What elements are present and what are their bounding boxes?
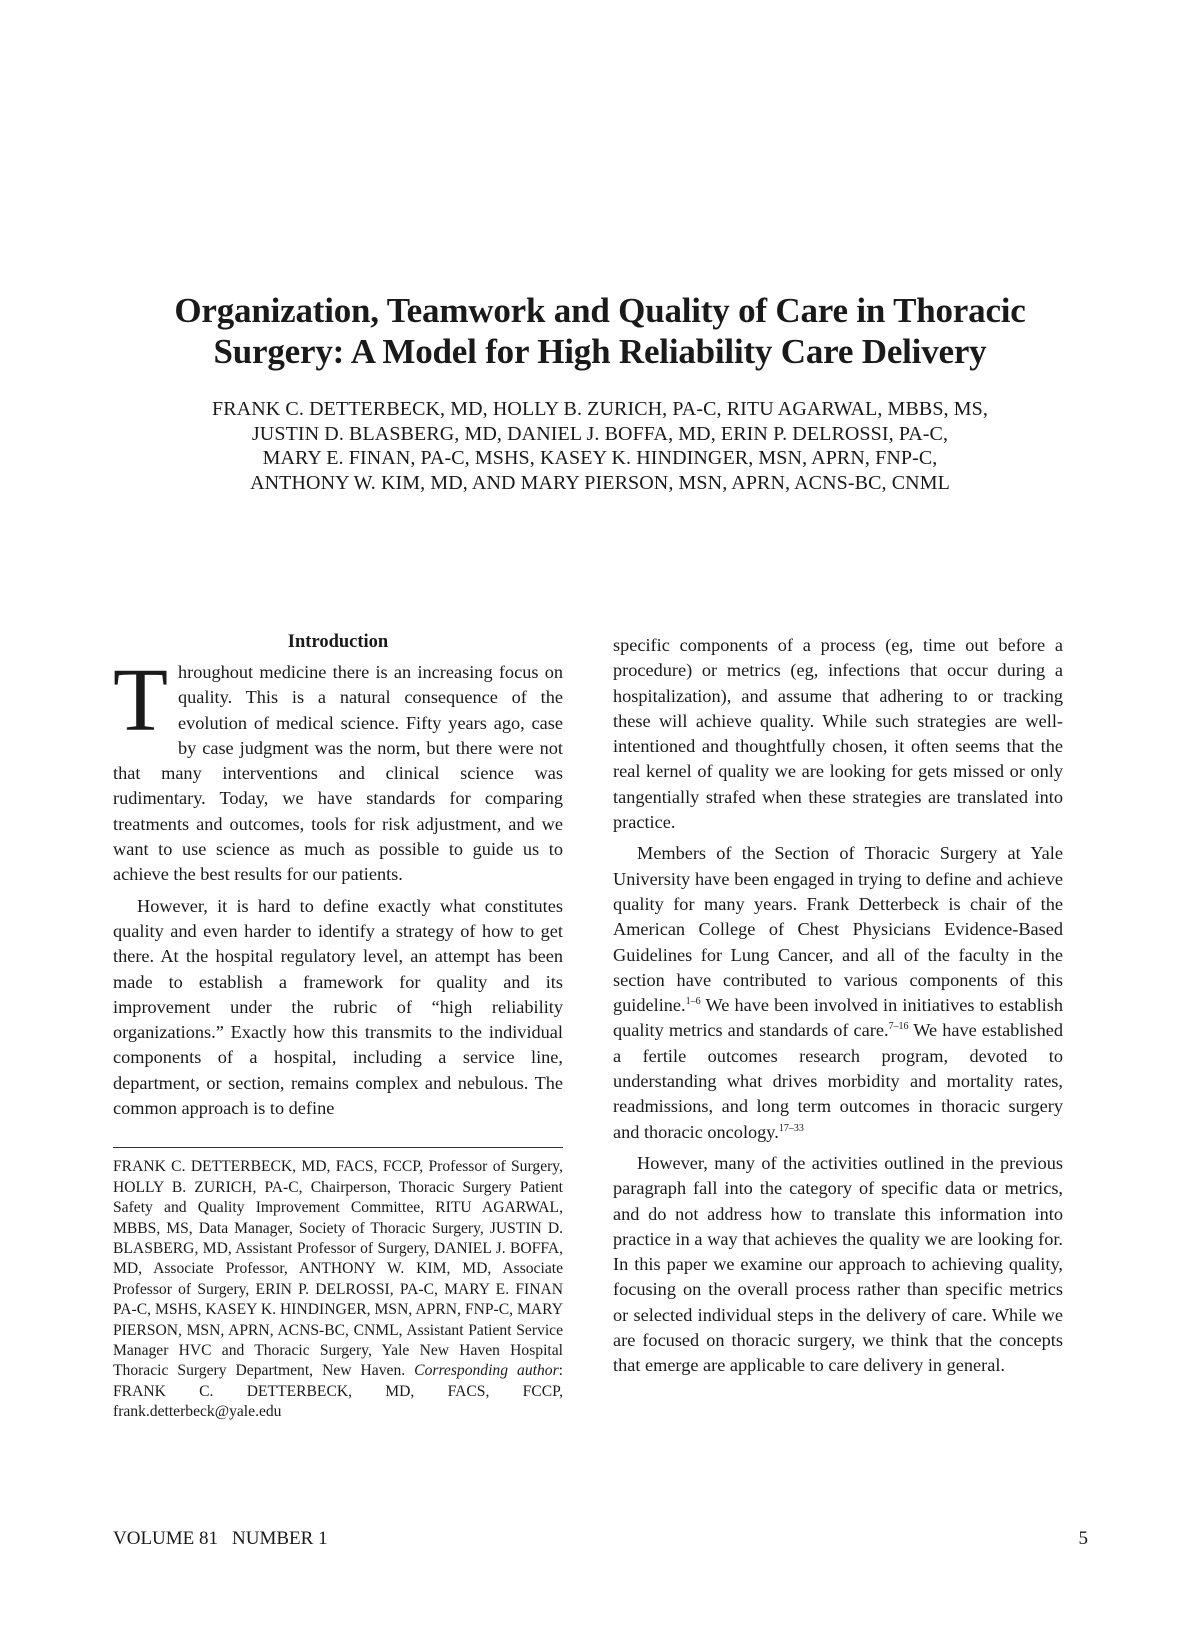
intro-paragraph-2: However, it is hard to define exactly what constitutes quality and even harder to identify a strategy of how to get there. At the hospital regulatory level, an attempt has been made to establish a framework for quality and its improvement under the rubric of “high reliability organizations.” Exactly how this transmits to the individual components of a hospital, including a service line, department, or section, remains complex and nebulous. The common approach is to define (113, 895, 563, 1119)
author-line-1: FRANK C. DETTERBECK, MD, HOLLY B. ZURICH, PA-C, RITU AGARWAL, MBBS, MS, (212, 398, 988, 420)
intro-paragraph-1 (113, 651, 563, 888)
footer-number: NUMBER 1 (232, 1528, 328, 1549)
footnote-text: FRANK C. DETTERBECK, MD, FACS, FCCP, Professor of Surgery, HOLLY B. ZURICH, PA-C, Chairperson, Thoracic Surgery Patient Safety and Quality Improvement Committee, RITU AGARWAL, MBBS, MS, Data Manager, Society of Thoracic Surgery, JUSTIN D. BLASBERG, MD, Assistant Professor of Surgery, DANIEL J. BOFFA, MD, Associate Professor, ANTHONY W. KIM, MD, Associate Professor of Surgery, ERIN P. DELROSSI, PA-C, MARY E. FINAN PA-C, MSHS, KASEY K. HINDINGER, MSN, APRN, FNP-C, MARY PIERSON, MSN, APRN, ACNS-BC, CNML, Assistant Patient Service Manager HVC and Thoracic Surgery, Yale New Haven Hospital Thoracic Surgery Department, New Haven. (113, 1158, 563, 1380)
citation-ref-2: 7–16 (888, 1021, 909, 1033)
author-line-4: ANTHONY W. KIM, MD, AND MARY PIERSON, MSN, APRN, ACNS-BC, CNML (250, 471, 950, 494)
corresponding-author-text: : FRANK C. DETTERBECK, MD, FACS, FCCP, frank.detterbeck@yale.edu (113, 1362, 563, 1421)
author-affiliations-footnote (113, 1157, 563, 1422)
left-column (113, 630, 563, 1429)
author-line-3: MARY E. FINAN, PA-C, MSHS, KASEY K. HINDINGER, MSN, APRN, FNP-C, (262, 447, 938, 469)
title-line-2: Surgery: A Model for High Reliability Care Delivery (213, 332, 987, 371)
right-column (613, 633, 1063, 1385)
section-heading-introduction: Introduction (287, 632, 389, 652)
drop-cap: T (113, 651, 168, 750)
right-paragraph-2-part-a: Members of the Section of Thoracic Surgery at Yale University have been engaged in trying to define and achieve quality for many years. Frank Detterbeck is chair of the American College of Chest Physicians Evidence-Based Guidelines for Lung Cancer, and all of the faculty in the section have contributed to various components of this guideline. (613, 843, 1063, 1016)
intro-paragraph-1-text: hroughout medicine there is an increasing focus on quality. This is a natural consequence of the evolution of medical science. Fifty years ago, case by case judgment was the norm, but there were not that many interventions and clinical science was rudimentary. Today, we have standards for comparing treatments and outcomes, tools for risk adjustment, and we want to use science as much as possible to guide us to achieve the best results for our patients. (113, 662, 563, 885)
article-title (100, 290, 1100, 372)
corresponding-author-label: Corresponding author (414, 1362, 559, 1380)
citation-ref-3: 17–33 (778, 1122, 804, 1134)
title-line-1: Organization, Teamwork and Quality of Care in Thoracic (174, 291, 1026, 330)
right-paragraph-2-part-b: We have been involved in initiatives to establish quality metrics and standards of care. (613, 995, 1063, 1041)
author-list (100, 397, 1100, 495)
citation-ref-1: 1–6 (685, 996, 701, 1008)
right-paragraph-2-part-c: We have established a fertile outcomes research program, devoted to understanding what drives morbidity and mortality rates, readmissions, and long term outcomes in thoracic surgery and thoracic oncology. (613, 1020, 1063, 1142)
author-line-2: JUSTIN D. BLASBERG, MD, DANIEL J. BOFFA, MD, ERIN P. DELROSSI, PA-C, (251, 422, 949, 445)
footer-volume-info (113, 1528, 328, 1550)
right-paragraph-3: However, many of the activities outlined in the previous paragraph fall into the category of specific data or metrics, and do not address how to translate this information into practice in a way that achieves the quality we are looking for. In this paper we examine our approach to achieving quality, focusing on the overall process rather than specific metrics or selected individual steps in the delivery of care. While we are focused on thoracic surgery, we think that the concepts that emerge are applicable to care delivery in general. (613, 1152, 1063, 1376)
right-paragraph-1: specific components of a process (eg, time out before a procedure) or metrics (eg, infections that occur during a hospitalization), and assume that adhering to or tracking these will achieve quality. While such strategies are well-intentioned and thoughtfully chosen, it often seems that the real kernel of quality we are looking for gets missed or only tangentially strafed when these strategies are translated into practice. (613, 635, 1063, 833)
footnote-divider (113, 1147, 563, 1148)
footer-volume: VOLUME 81 (113, 1528, 219, 1549)
page-number: 5 (1078, 1528, 1088, 1549)
right-paragraph-2 (613, 841, 1063, 1145)
